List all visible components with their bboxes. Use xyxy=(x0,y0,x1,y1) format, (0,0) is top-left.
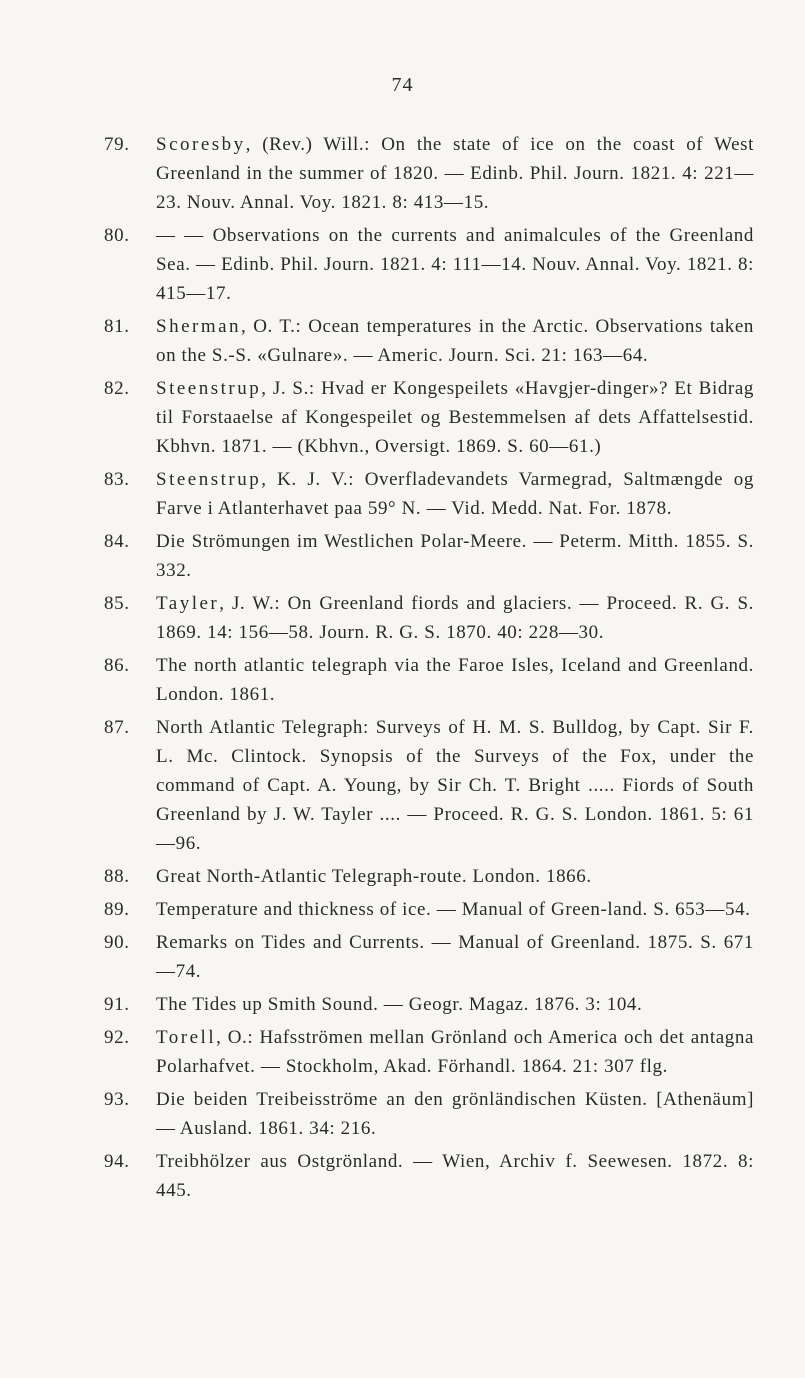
entry-text: , K. J. V.: Overfladevandets Varmegrad, Saltmængde og Farve i Atlanterhavet paa 59° N. — Vid. Medd. Nat. For. 1878. xyxy=(156,469,754,519)
bibliography-entry xyxy=(104,465,754,523)
bibliography-entry xyxy=(104,1085,754,1143)
entry-text: Die Strömungen im Westlichen Polar-Meere. — Peterm. Mitth. 1855. S. 332. xyxy=(156,531,754,581)
entry-author: Scoresby xyxy=(156,134,246,155)
entry-text: The north atlantic telegraph via the Faroe Isles, Iceland and Greenland. London. 1861. xyxy=(156,655,754,705)
entry-text: Treibhölzer aus Ostgrönland. — Wien, Archiv f. Seewesen. 1872. 8: 445. xyxy=(156,1151,754,1201)
bibliography-entry xyxy=(104,221,754,308)
entry-number: 90. xyxy=(104,932,130,953)
entry-author: Torell xyxy=(156,1027,217,1048)
entry-number: 85. xyxy=(104,593,130,614)
entry-number: 92. xyxy=(104,1027,130,1048)
entry-text: , O.: Hafsströmen mellan Grönland och America och det antagna Polarhafvet. — Stockholm, Akad. Förhandl. 1864. 21: 307 flg. xyxy=(156,1027,754,1077)
entry-text: , J. S.: Hvad er Kongespeilets «Havgjer-dinger»? Et Bidrag til Forstaaelse af Kongespeilet og Bestemmelsen af dets Affattelsestid. Kbhvn. 1871. — (Kbhvn., Oversigt. 1869. S. 60—61.) xyxy=(156,378,754,457)
entry-number: 87. xyxy=(104,717,130,738)
entry-text: — — Observations on the currents and animalcules of the Greenland Sea. — Edinb. Phil. Journ. 1821. 4: 111—14. Nouv. Annal. Voy. 1821. 8: 415—17. xyxy=(156,225,754,304)
entry-number: 89. xyxy=(104,899,130,920)
entry-number: 93. xyxy=(104,1089,130,1110)
bibliography-entry xyxy=(104,928,754,986)
entry-author: Tayler xyxy=(156,593,220,614)
entry-author: Steenstrup xyxy=(156,378,262,399)
entry-number: 79. xyxy=(104,134,130,155)
bibliography-entry xyxy=(104,1147,754,1205)
entry-number: 86. xyxy=(104,655,130,676)
entry-author: Steenstrup xyxy=(156,469,262,490)
bibliography-entry xyxy=(104,713,754,858)
bibliography-entry xyxy=(104,130,754,217)
entry-number: 84. xyxy=(104,531,130,552)
entry-text: The Tides up Smith Sound. — Geogr. Magaz. 1876. 3: 104. xyxy=(156,994,643,1015)
entry-text: Remarks on Tides and Currents. — Manual of Greenland. 1875. S. 671—74. xyxy=(156,932,754,982)
entry-number: 88. xyxy=(104,866,130,887)
entry-text: , (Rev.) Will.: On the state of ice on the coast of West Greenland in the summer of 1820. — Edinb. Phil. Journ. 1821. 4: 221—23. Nouv. Annal. Voy. 1821. 8: 413—15. xyxy=(156,134,754,213)
bibliography-entry xyxy=(104,1023,754,1081)
entry-text: , J. W.: On Greenland fiords and glaciers. — Proceed. R. G. S. 1869. 14: 156—58. Journ. R. G. S. 1870. 40: 228—30. xyxy=(156,593,754,643)
entry-text: Great North-Atlantic Telegraph-route. London. 1866. xyxy=(156,866,592,887)
entry-text: North Atlantic Telegraph: Surveys of H. M. S. Bulldog, by Capt. Sir F. L. Mc. Clintock. Synopsis of the Surveys of the Fox, under the command of Capt. A. Young, by Sir Ch. T. Bright ..... Fiords of South Greenland by J. W. Tayler .... — Proceed. R. G. S. London. 1861. 5: 61—96. xyxy=(156,717,754,854)
bibliography-entry xyxy=(104,527,754,585)
bibliography-entry xyxy=(104,990,754,1019)
entry-text: , O. T.: Ocean temperatures in the Arctic. Observations taken on the S.-S. «Gulnare». — Americ. Journ. Sci. 21: 163—64. xyxy=(156,316,754,366)
entry-number: 81. xyxy=(104,316,130,337)
entry-number: 91. xyxy=(104,994,130,1015)
bibliography-entry xyxy=(104,374,754,461)
entry-number: 80. xyxy=(104,225,130,246)
entry-number: 82. xyxy=(104,378,130,399)
entry-number: 94. xyxy=(104,1151,130,1172)
bibliography-entry xyxy=(104,651,754,709)
bibliography-entry xyxy=(104,312,754,370)
entry-author: Sherman xyxy=(156,316,242,337)
entry-text: Die beiden Treibeisströme an den grönländischen Küsten. [Athenäum] — Ausland. 1861. 34: 216. xyxy=(156,1089,754,1139)
bibliography-list xyxy=(104,130,754,1209)
bibliography-entry xyxy=(104,589,754,647)
entry-number: 83. xyxy=(104,469,130,490)
bibliography-entry xyxy=(104,862,754,891)
bibliography-entry xyxy=(104,895,754,924)
page-number: 74 xyxy=(391,74,414,96)
entry-text: Temperature and thickness of ice. — Manual of Green-land. S. 653—54. xyxy=(156,899,751,920)
